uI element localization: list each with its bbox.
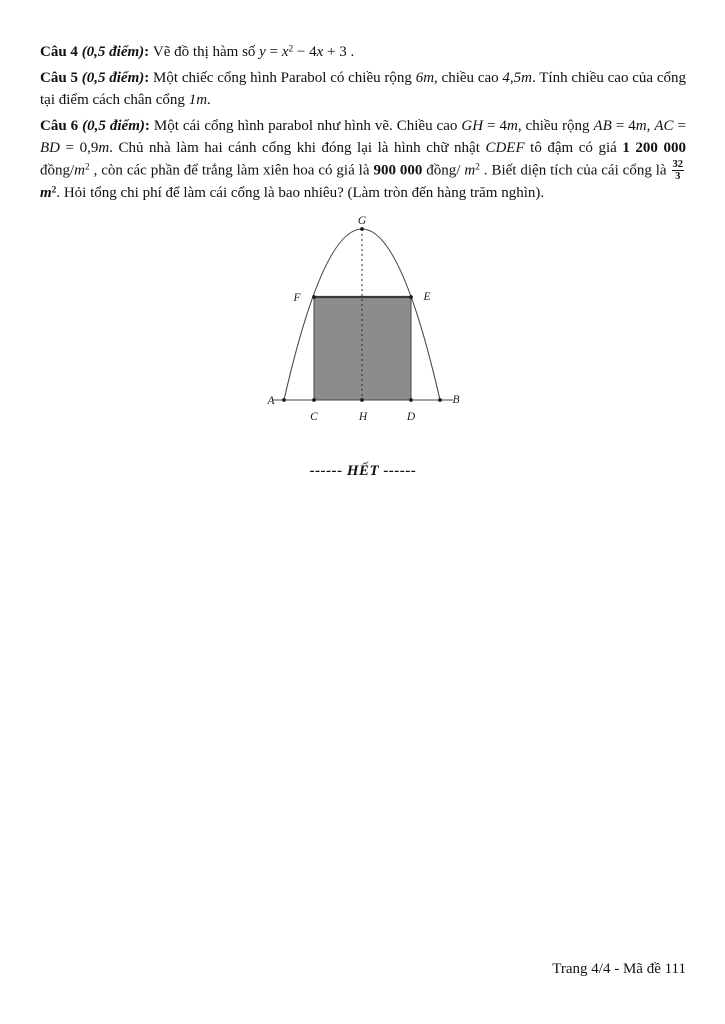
- point-label-h: H: [358, 411, 368, 424]
- fraction: $\frac{32}{3}$: [672, 159, 683, 183]
- problem-cau-6: Câu 6 (0,5 điểm): Một cái cổng hình parabol như hình vẽ. Chiều cao GH = 4m, chiều rộng AB = 4m, AC = BD = 0,9m. Chủ nhà làm hai cánh cổng khi đóng lại là hình chữ nhật CDEF tô đậm có giá 1 200 000 đồng/$m^2$ , còn các phần để trắng làm xiên hoa có giá là 900 000 đồng/ $m^2$ . Biết diện tích của cái cổng là $\frac{32}{3}$ $m^2$. Hỏi tổng chi phí để làm cái cổng là bao nhiêu? (Làm tròn đến hàng trăm nghìn).: [40, 118, 686, 202]
- point-dot-e: [409, 295, 413, 299]
- point-dot-h: [360, 398, 364, 402]
- problem-cau-5: Câu 5 (0,5 điểm): Một chiếc cổng hình Parabol có chiều rộng 6m, chiều cao 4,5m. Tính chiều cao của cổng tại điểm cách chân cổng 1m.: [40, 70, 686, 108]
- point-label-d: D: [406, 411, 416, 424]
- parabola-gate-figure: [246, 213, 480, 427]
- point-label-e: E: [423, 291, 431, 304]
- point-dot-c: [312, 398, 316, 402]
- figure-container: [40, 213, 686, 427]
- end-of-exam-marker: ------ HẾT ------: [309, 463, 417, 480]
- exam-content: [40, 41, 686, 480]
- point-label-a: A: [267, 395, 275, 408]
- point-dot-a: [282, 398, 286, 402]
- point-label-b: B: [452, 394, 460, 407]
- page-footer: Trang 4/4 - Mã đề 111: [552, 961, 686, 977]
- point-label-c: C: [310, 411, 318, 424]
- point-dot-f: [312, 295, 316, 299]
- point-label-f: F: [293, 292, 301, 305]
- problem-cau-4: Câu 4 (0,5 điểm): Vẽ đồ thị hàm số $y = x^2 - 4x + 3$ .: [40, 44, 355, 60]
- point-dot-b: [438, 398, 442, 402]
- point-dot-g: [360, 227, 364, 231]
- point-label-g: G: [357, 215, 367, 228]
- point-dot-d: [409, 398, 413, 402]
